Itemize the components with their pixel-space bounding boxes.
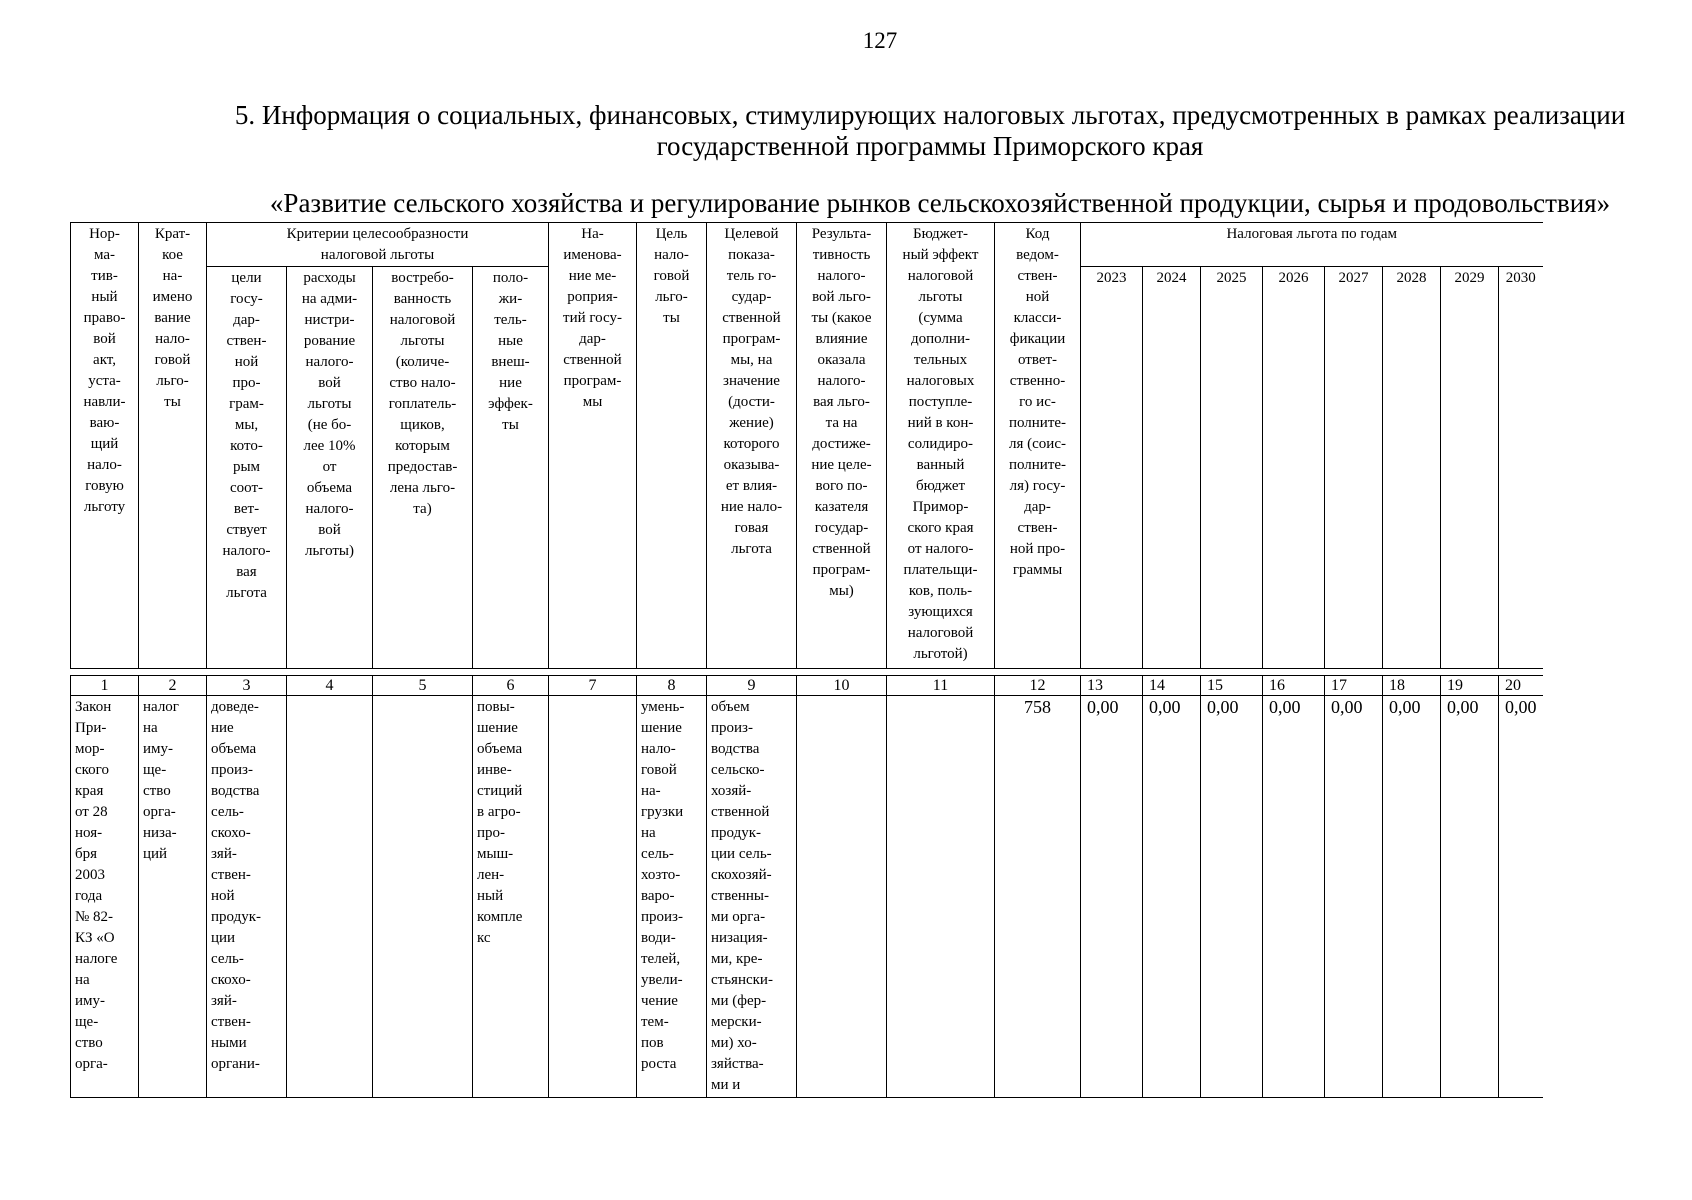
column-number: 10	[797, 676, 887, 696]
column-number: 18	[1383, 676, 1441, 696]
tax-benefits-table-container	[70, 222, 1543, 1098]
page-number: 127	[862, 28, 898, 53]
header-demand: востребо- ванность налоговой льготы (количе- ство нало- гоплатель- щиков, которым предостав- лена льго- та)	[373, 267, 473, 669]
header-year-2028: 2028	[1383, 267, 1441, 669]
header-year-2025: 2025	[1201, 267, 1263, 669]
header-budget-effect: Бюджет- ный эффект налоговой льготы (сумма дополни- тельных налоговых поступле- ний в кон- солидиро- ванный бюджет Примор- ского края от налого- плательщи- ков, поль- зующихся налоговой льготой)	[887, 223, 995, 669]
cell-measures-name	[549, 696, 637, 1098]
column-number: 4	[287, 676, 373, 696]
program-name: «Развитие сельского хозяйства и регулирование рынков сельскохозяйственной продукции, сырья и продовольствия»	[269, 188, 1611, 218]
header-years-group: Налоговая льгота по годам	[1081, 223, 1543, 267]
header-year-2023: 2023	[1081, 267, 1143, 669]
header-normative-act: Нор- ма- тив- ный право- вой акт, уста- навли- ваю- щий нало- говую льготу	[71, 223, 139, 669]
tax-benefits-table	[70, 222, 1543, 1098]
cell-value-2025: 0,00	[1201, 696, 1263, 1098]
header-department-code: Код ведом- ствен- ной класси- фикации ответ- ственно- го ис- полните- ля (соис- полните- ля) госу- дар- ствен- ной про- граммы	[995, 223, 1081, 669]
header-program-goals: цели госу- дар- ствен- ной про- грам- мы, кото- рым соот- вет- ствует налого- вая льгота	[207, 267, 287, 669]
header-year-2027: 2027	[1325, 267, 1383, 669]
column-number: 6	[473, 676, 549, 696]
cell-value-2027: 0,00	[1325, 696, 1383, 1098]
column-number: 7	[549, 676, 637, 696]
header-benefit-goal: Цель нало- говой льго- ты	[637, 223, 707, 669]
cell-value-2023: 0,00	[1081, 696, 1143, 1098]
cell-value-2029: 0,00	[1441, 696, 1499, 1098]
cell-program-goals: доведе- ние объема произ- водства сель- скохо- зяй- ствен- ной продук- ции сель- скохо- зяй- ствен- ными органи-	[207, 696, 287, 1098]
column-number: 5	[373, 676, 473, 696]
cell-effectiveness	[797, 696, 887, 1098]
header-external-effects: поло- жи- тель- ные внеш- ние эффек- ты	[473, 267, 549, 669]
column-number: 15	[1201, 676, 1263, 696]
column-number: 12	[995, 676, 1081, 696]
column-number: 8	[637, 676, 707, 696]
cell-external-effects: повы- шение объема инве- стиций в агро- про- мыш- лен- ный компле кс	[473, 696, 549, 1098]
header-year-2026: 2026	[1263, 267, 1325, 669]
header-row-top	[71, 223, 1543, 267]
column-number-row	[71, 676, 1543, 696]
cell-target-indicator: объем произ- водства сельско- хозяй- ственной продук- ции сель- скохозяй- ственны- ми орга- низация- ми, кре- стьянски- ми (фер- мерски- ми) хо- зяйства- ми и	[707, 696, 797, 1098]
cell-value-2026: 0,00	[1263, 696, 1325, 1098]
cell-value-2028: 0,00	[1383, 696, 1441, 1098]
column-number: 14	[1143, 676, 1201, 696]
column-number: 9	[707, 676, 797, 696]
column-number: 3	[207, 676, 287, 696]
cell-normative-act: Закон При- мор- ского края от 28 ноя- бря 2003 года № 82- КЗ «О налоге на иму- ще- ство орга-	[71, 696, 139, 1098]
header-short-name: Крат- кое на- имено вание нало- говой льго- ты	[139, 223, 207, 669]
column-number: 1	[71, 676, 139, 696]
header-year-2029: 2029	[1441, 267, 1499, 669]
cell-demand	[373, 696, 473, 1098]
cell-department-code: 758	[995, 696, 1081, 1098]
cell-value-2030: 0,00	[1499, 696, 1543, 1098]
cell-benefit-goal: умень- шение нало- говой на- грузки на сель- хозто- варо- произ- води- телей, увели- чение тем- пов роста	[637, 696, 707, 1098]
table-gap	[71, 669, 1543, 676]
column-number: 20	[1499, 676, 1543, 696]
cell-admin-costs	[287, 696, 373, 1098]
document-title: 5. Информация о социальных, финансовых, стимулирующих налоговых льготах, предусмотренных в рамках реализации государственной программы Приморского края	[234, 100, 1626, 161]
header-measures-name: На- именова- ние ме- роприя- тий госу- дар- ственной програм- мы	[549, 223, 637, 669]
header-criteria-group: Критерии целесообразности налоговой льготы	[207, 223, 549, 267]
column-number: 19	[1441, 676, 1499, 696]
table-row	[71, 696, 1543, 1098]
table-gap-row	[71, 669, 1543, 676]
header-year-2030: 2030	[1499, 267, 1543, 669]
cell-value-2024: 0,00	[1143, 696, 1201, 1098]
column-number: 13	[1081, 676, 1143, 696]
header-year-2024: 2024	[1143, 267, 1201, 669]
cell-budget-effect	[887, 696, 995, 1098]
column-number: 11	[887, 676, 995, 696]
header-admin-costs: расходы на адми- нистри- рование налого- вой льготы (не бо- лее 10% от объема налого- вой льготы)	[287, 267, 373, 669]
cell-short-name: налог на иму- ще- ство орга- низа- ций	[139, 696, 207, 1098]
column-number: 17	[1325, 676, 1383, 696]
header-effectiveness: Результа- тивность налого- вой льго- ты (какое влияние оказала налого- вая льго- та на достиже- ние целе- вого по- казателя государ- ственной програм- мы)	[797, 223, 887, 669]
header-target-indicator: Целевой показа- тель го- судар- ственной програм- мы, на значение (дости- жение) которого оказыва- ет влия- ние нало- говая льгота	[707, 223, 797, 669]
column-number: 16	[1263, 676, 1325, 696]
column-number: 2	[139, 676, 207, 696]
